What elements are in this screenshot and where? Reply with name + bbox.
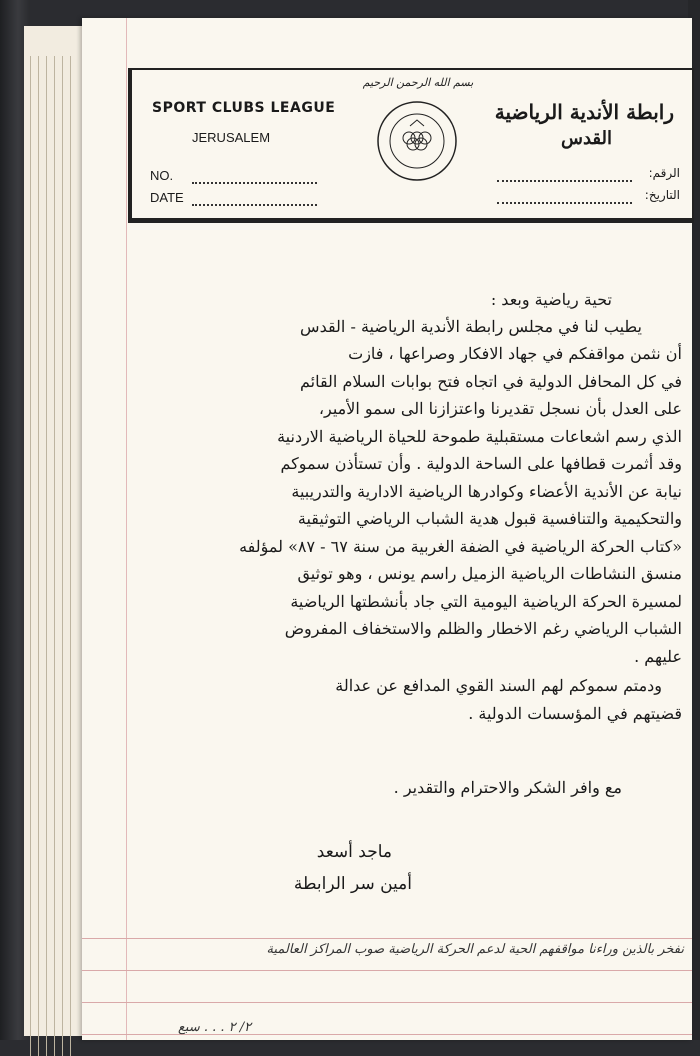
arabic-number-label: الرقم:	[648, 166, 680, 180]
arabic-date-label: التاريخ:	[644, 188, 680, 202]
arabic-number-field	[497, 180, 632, 182]
underlying-pages	[24, 26, 83, 1036]
letter-line: في كل المحافل الدولية في اتجاه فتح بوابات السلام القائم	[299, 372, 682, 391]
letter-line: على العدل بأن نسجل تقديرنا واعتزازنا الى سمو الأمير،	[318, 399, 682, 418]
reference-number-label: NO.	[150, 168, 174, 183]
letter-line: لمسيرة الحركة الرياضية اليومية التي جاد بأنشطتها الرياضية	[290, 592, 682, 611]
signatory-name: ماجد أسعد	[316, 842, 392, 862]
page-edge	[46, 56, 47, 1056]
letter-page	[82, 18, 692, 1040]
handwritten-date: ٢/ ٢ . . . سبع	[178, 1020, 252, 1035]
handwritten-note: نفخر بالذين وراءنا مواقفهم الحية لدعم الحركة الرياضية صوب المراكز العالمية	[266, 942, 684, 957]
letterhead-english-city: JERUSALEM	[192, 130, 271, 145]
date-label: DATE	[150, 190, 184, 205]
arabic-date-field	[497, 202, 632, 204]
letter-line: قضيتهم في المؤسسات الدولية .	[468, 704, 682, 723]
letterhead-arabic-title: رابطة الأندية الرياضية	[494, 100, 674, 124]
letter-line: «كتاب الحركة الرياضية في الضفة الغربية من سنة ٦٧ - ٨٧» لمؤلفه	[239, 537, 682, 556]
letter-line: عليهم .	[634, 647, 682, 666]
closing-line: مع وافر الشكر والاحترام والتقدير .	[393, 778, 622, 797]
margin-rule	[126, 18, 127, 1040]
letter-line: ودمتم سموكم لهم السند القوي المدافع عن عدالة	[335, 676, 662, 695]
ruled-line	[82, 1034, 692, 1035]
league-seal-emblem	[376, 100, 458, 182]
reference-number-field	[192, 182, 317, 184]
letter-line: تحية رياضية وبعد :	[490, 290, 612, 309]
page-edge	[54, 56, 55, 1056]
page-edge	[38, 56, 39, 1056]
letter-line: منسق النشاطات الرياضية الزميل راسم يونس ، وهو توثيق	[297, 564, 682, 583]
seal-caption: بسم الله الرحمن الرحيم	[362, 76, 474, 89]
ruled-line	[82, 938, 692, 939]
page-edge	[62, 56, 63, 1056]
letter-line: وقد أثمرت قطافها على الساحة الدولية . وأن تستأذن سموكم	[280, 454, 682, 473]
page-edge	[70, 56, 71, 1056]
ruled-line	[82, 1002, 692, 1003]
letter-line: والتحكيمية والتنافسية قبول هدية الشباب الرياضي التوثيقية	[297, 509, 682, 528]
ruled-line	[82, 970, 692, 971]
letterhead	[128, 68, 694, 223]
page-edge	[30, 56, 31, 1056]
letter-line: يطيب لنا في مجلس رابطة الأندية الرياضية - القدس	[300, 317, 642, 336]
letter-line: نيابة عن الأندية الأعضاء وكوادرها الرياضية الادارية والتدريبية	[291, 482, 682, 501]
letter-line: الشباب الرياضي رغم الاخطار والظلم والاستخفاف المفروض	[284, 619, 682, 638]
letter-line: أن نثمن مواقفكم في جهاد الافكار وصراعها ، فازت	[348, 344, 682, 363]
letterhead-arabic-city: القدس	[560, 128, 612, 149]
date-field	[192, 204, 317, 206]
letter-line: الذي رسم اشعاعات مستقبلية طموحة للحياة الرياضية الاردنية	[277, 427, 682, 446]
signatory-title: أمين سر الرابطة	[293, 874, 412, 894]
letterhead-english-title: SPORT CLUBS LEAGUE	[152, 100, 336, 116]
